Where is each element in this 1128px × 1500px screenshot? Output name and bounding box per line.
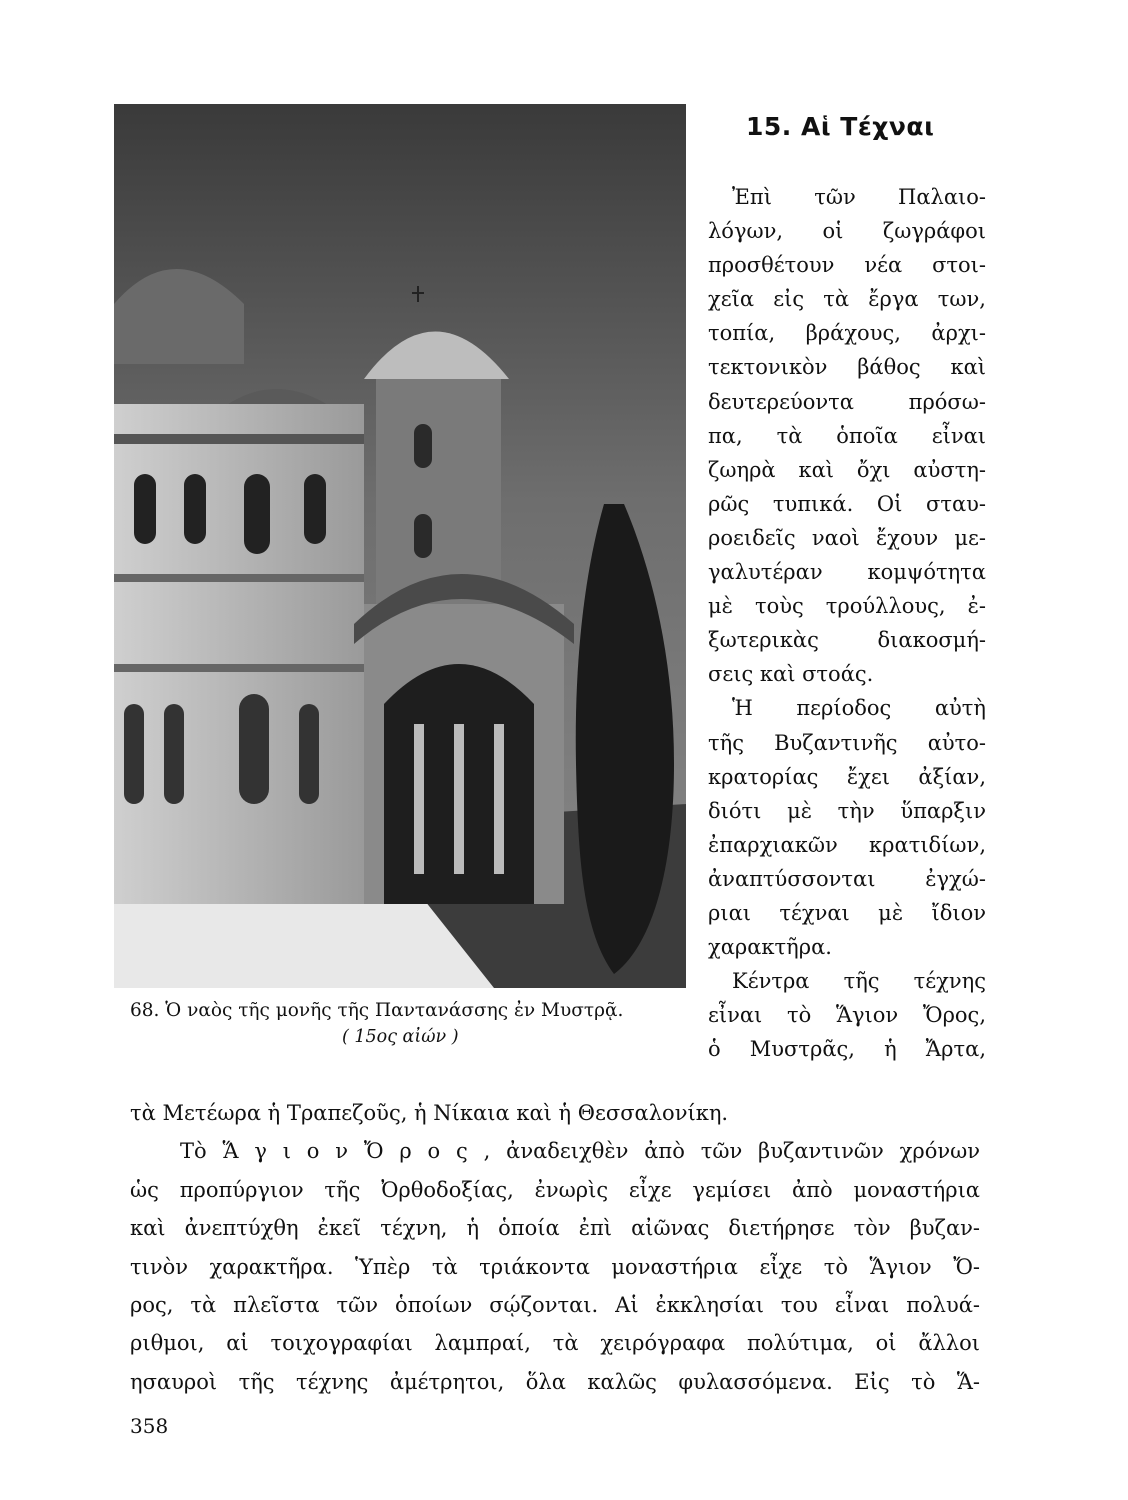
church-photograph-icon bbox=[114, 104, 686, 988]
text-line: ὡς προπύργιον τῆς Ὀρθοδοξίας, ἐνωρὶς εἶχε γεμίσει ἀπὸ μοναστήρια bbox=[130, 1177, 980, 1202]
text-line: χαρακτῆρα. bbox=[708, 935, 832, 960]
text-line: δευτερεύοντα πρόσω- bbox=[708, 389, 986, 414]
caption-main: 68. Ὁ ναὸς τῆς μονῆς τῆς Παντανάσσης ἐν Μυστρᾷ. bbox=[130, 1000, 624, 1021]
text-line: εἶναι τὸ Ἅγιον Ὄρος, bbox=[708, 1003, 986, 1028]
caption-sub: ( 15ος αἰών ) bbox=[342, 1027, 459, 1047]
text-line: Ἡ περίοδος αὐτὴ bbox=[732, 696, 986, 721]
page-number: 358 bbox=[130, 1414, 169, 1438]
text-line: ἀναπτύσσονται ἐγχώ- bbox=[708, 866, 986, 891]
text-line: πα, τὰ ὁποῖα εἶναι bbox=[708, 423, 986, 448]
church-photograph bbox=[114, 104, 686, 988]
text-line: χεῖα εἰς τὰ ἔργα των, bbox=[708, 287, 986, 312]
text-line: ριαι τέχναι μὲ ἴδιον bbox=[708, 900, 986, 925]
text-line: ἐπαρχιακῶν κρατιδίων, bbox=[708, 832, 986, 857]
section-heading: 15. Αἱ Τέχναι bbox=[746, 112, 935, 141]
text-line: καὶ ἀνεπτύχθη ἐκεῖ τέχνη, ἡ ὁποία ἐπὶ αἰῶνας διετήρησε τὸν βυζαν- bbox=[130, 1216, 980, 1241]
text-line: Κέντρα τῆς τέχνης bbox=[732, 969, 986, 994]
text-line: σεις καὶ στοάς. bbox=[708, 662, 874, 687]
text-line: λόγων, οἱ ζωγράφοι bbox=[708, 219, 986, 244]
text-line: ροειδεῖς ναοὶ ἔχουν με- bbox=[708, 525, 986, 550]
text-line: ρῶς τυπικά. Οἱ σταυ- bbox=[708, 491, 986, 516]
text-line: ριθμοι, αἱ τοιχογραφίαι λαμπραί, τὰ χειρόγραφα πολύτιμα, οἱ ἄλλοι bbox=[130, 1331, 980, 1356]
body-text bbox=[130, 1094, 980, 1401]
text-line: ησαυροὶ τῆς τέχνης ἀμέτρητοι, ὅλα καλῶς φυλασσόμενα. Εἰς τὸ Ἅ- bbox=[130, 1369, 980, 1394]
text-line: Ἐπὶ τῶν Παλαιο- bbox=[732, 185, 986, 209]
figure-caption bbox=[130, 1000, 710, 1047]
text-line: γαλυτέραν κομψότητα bbox=[708, 560, 986, 585]
text-line: ρος, τὰ πλεῖστα τῶν ὁποίων σῴζονται. Αἱ ἐκκλησίαι του εἶναι πολυά- bbox=[130, 1292, 980, 1317]
text-line: τινὸν χαρακτῆρα. Ὑπὲρ τὰ τριάκοντα μοναστήρια εἶχε τὸ Ἅγιον Ὄ- bbox=[130, 1254, 980, 1279]
text-line: Τὸ Ἅ γ ι ο ν Ὄ ρ ο ς , ἀναδειχθὲν ἀπὸ τῶν βυζαντινῶν χρόνων bbox=[180, 1139, 980, 1164]
text-line: τοπία, βράχους, ἀρχι- bbox=[708, 321, 986, 346]
text-line: τεκτονικὸν βάθος καὶ bbox=[708, 355, 986, 380]
text-line: ὁ Μυστρᾶς, ἡ Ἄρτα, bbox=[708, 1037, 986, 1062]
text-line: μὲ τοὺς τρούλλους, ἐ- bbox=[708, 594, 986, 619]
text-line: διότι μὲ τὴν ὕπαρξιν bbox=[708, 798, 986, 823]
text-line: τὰ Μετέωρα ἡ Τραπεζοῦς, ἡ Νίκαια καὶ ἡ Θεσσαλονίκη. bbox=[130, 1101, 729, 1125]
text-line: κρατορίας ἔχει ἀξίαν, bbox=[708, 764, 986, 789]
text-line: τῆς Βυζαντινῆς αὐτο- bbox=[708, 730, 986, 755]
text-line: ξωτερικὰς διακοσμή- bbox=[708, 628, 986, 653]
text-line: ζωηρὰ καὶ ὄχι αὐστη- bbox=[708, 457, 986, 482]
right-column-text bbox=[708, 180, 986, 1066]
text-line: προσθέτουν νέα στοι- bbox=[708, 253, 986, 278]
